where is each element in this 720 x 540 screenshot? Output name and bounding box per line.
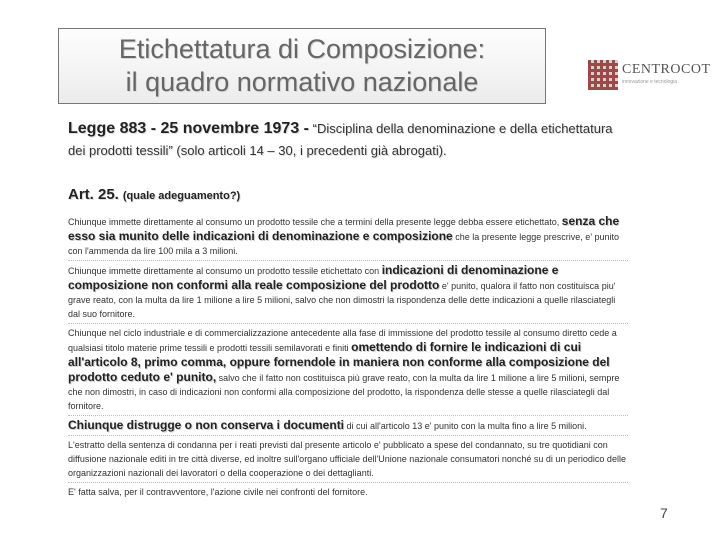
p2-text-c: e' punito, qualora il fatto non costituisca piu' grave reato, con la multa da lire 1 milione a lire 5 milioni, salvo che non dimostri la rispondenza delle dette indicazioni a quelle rilasciategli dal suo fornitore. (68, 281, 616, 319)
paragraph-3 (68, 326, 628, 413)
paragraph-4 (68, 418, 628, 433)
p1-text-a: Chiunque immette direttamente al consumo un prodotto tessile che a termini della presente legge debba essere etichettato, (68, 217, 562, 227)
law-description: “Disciplina della denominazione e della etichettatura dei prodotti tessili” (solo articoli 14 – 30, i precedenti già abrogati). (68, 121, 613, 158)
p2-text-a: Chiunque immette direttamente al consumo un prodotto tessile etichettato con (68, 266, 382, 276)
paragraph-2 (68, 263, 628, 321)
divider (68, 323, 628, 324)
title-line-1: Etichettatura di Composizione: (118, 34, 486, 64)
paragraph-6: E' fatta salva, per il contravventore, l'azione civile nei confronti del fornitore. (68, 487, 368, 497)
p3-emphasis: omettendo di fornire le indicazioni di cui all'articolo 8, primo comma, oppure fornendole in maniera non conforme alla composizione del prodotto ceduto e' punito, (68, 340, 610, 384)
p3-text-a: Chiunque nel ciclo industriale e di commercializzazione antecedente alla fase di immissione del prodotto tessile al consumo diretto cede a qualsiasi titolo materie prime tessili e prodotti tessili semilavorati e finiti (68, 328, 617, 353)
p3-text-c: salvo che il fatto non costituisca più grave reato, con la multa da lire 1 milione a lire 5 milioni, sempre che non dimostri, in caso di indicazioni non conformi alla composizione del prodotto, la rispondenza delle stesse a quelle rilasciategli dal fornitore. (68, 373, 620, 411)
p1-emphasis: senza che esso sia munito delle indicazioni di denominazione e composizione (68, 214, 620, 243)
divider (68, 482, 628, 483)
centrocot-logo (588, 56, 716, 90)
slide-title-box (58, 28, 546, 104)
law-lead: Legge 883 - 25 novembre 1973 - (68, 120, 309, 137)
logo-mark-icon (588, 60, 618, 90)
paragraph-5: L'estratto della sentenza di condanna per i reati previsti dal presente articolo e' pubblicato a spese del condannato, su tre quotidiani con diffusione nazionale editi in tre città diverse, ed inoltre sull'organo ufficiale dell'Unione nazionale consumatori nonché su di un periodico delle organizzazioni nazionali dei lavoratori o della cooperazione o dei dettaglianti. (68, 440, 626, 478)
p2-emphasis: indicazioni di denominazione e composizione non conformi alla reale composizione del prodotto (68, 263, 559, 292)
article-label: Art. 25. (68, 186, 119, 203)
law-reference (68, 118, 628, 162)
logo-tagline: innovazione e tecnologia (622, 79, 678, 85)
logo-name: CENTROCOT (622, 62, 711, 77)
article-heading (68, 186, 240, 203)
page-number: 7 (660, 505, 668, 521)
p1-text-c: che la presente legge prescrive, e' punito con l'ammenda da lire 100 mila a 3 milioni. (68, 232, 620, 256)
paragraph-1 (68, 214, 628, 258)
divider (68, 415, 628, 416)
article-note: (quale adeguamento?) (122, 190, 241, 202)
title-line-2: il quadro normativo nazionale (125, 67, 479, 97)
divider (68, 260, 628, 261)
p4-text-b: di cui all'articolo 13 e' punito con la multa fino a lire 5 milioni. (344, 421, 587, 431)
article-body (68, 214, 628, 499)
p4-emphasis: Chiunque distrugge o non conserva i documenti (68, 418, 345, 432)
divider (68, 435, 628, 436)
